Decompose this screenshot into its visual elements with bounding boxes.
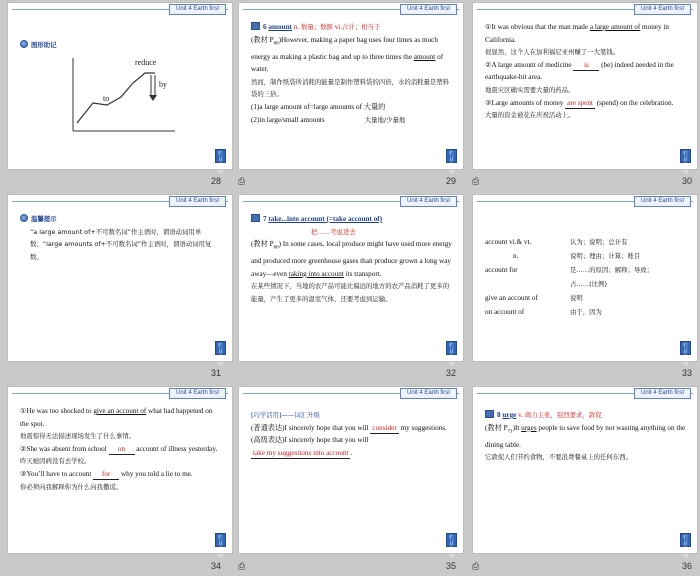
example-1-cn: 他震惊得无法描述现场发生了什么事情。 xyxy=(20,432,136,441)
plain-expression-end: my suggestions. xyxy=(398,423,447,432)
slide-marker: ⎙ xyxy=(472,176,480,186)
slide-header xyxy=(473,3,697,18)
example-end: people to save food by not wasting anything on the dining table. xyxy=(485,423,686,449)
slide-header xyxy=(473,387,697,402)
answer-blank[interactable]: are spent xyxy=(567,98,593,107)
example-3: ③You’ll have to account xyxy=(20,469,94,478)
slide-35[interactable] xyxy=(238,386,464,559)
plain-expression: (普通表达)I sincerely hope that you will xyxy=(251,423,371,432)
example-end: of water. xyxy=(251,52,444,74)
example-text: )However, making a paper bag uses four times as much energy as making a plastic bag and up to three times the xyxy=(251,35,438,61)
slide-header xyxy=(8,195,232,210)
slide-28[interactable] xyxy=(7,2,233,175)
example-3: ③Large amounts of money xyxy=(485,98,566,107)
source-ref: (教材 P xyxy=(251,35,274,44)
unit-tag: Unit 4 Earth first xyxy=(400,196,457,207)
advanced-expression: (高级表达)I sincerely hope that you will xyxy=(251,436,369,445)
nav-button[interactable]: 栏目 导引 xyxy=(215,341,226,355)
example-key: amount xyxy=(413,52,436,61)
unit-tag: Unit 4 Earth first xyxy=(634,4,691,15)
label-to: to xyxy=(103,94,110,103)
answer-blank[interactable]: consider xyxy=(372,423,397,432)
answer-blank[interactable]: is xyxy=(573,61,599,71)
example-key: taking into account xyxy=(288,269,344,278)
nav-button[interactable]: 栏目 导引 xyxy=(680,341,691,355)
meaning: 数量；数额 xyxy=(300,23,333,31)
nav-button[interactable]: 栏目 导引 xyxy=(680,533,691,547)
unit-tag: Unit 4 Earth first xyxy=(169,388,226,399)
translation: 它敦促人们节约食物，不要浪费餐桌上的任何东西。 xyxy=(485,453,632,462)
def-row: give an account of 说明 xyxy=(485,294,583,302)
example-1: ①It was obvious that the man made xyxy=(485,23,590,31)
source-page: 66 xyxy=(273,245,279,251)
section-title: 图形助记 xyxy=(31,41,57,49)
headword: urge xyxy=(502,411,517,419)
nav-button[interactable]: 栏目 导引 xyxy=(446,149,457,163)
meaning: 把……考虑进去 xyxy=(311,227,356,236)
slide-36[interactable] xyxy=(472,386,698,559)
label-by: by xyxy=(159,80,167,89)
pos: v. xyxy=(518,411,524,419)
slide-header xyxy=(239,3,463,18)
slide-31[interactable] xyxy=(7,194,233,367)
example-1-key: give an account of xyxy=(93,407,147,415)
example-3-cn: 你必须向我解释你为什么向我撒谎。 xyxy=(20,482,123,491)
source-page: 66 xyxy=(273,41,279,47)
slide-34[interactable] xyxy=(7,386,233,559)
slide-header xyxy=(239,195,463,210)
unit-tag: Unit 4 Earth first xyxy=(400,388,457,399)
page-number: 35 xyxy=(446,561,457,571)
def-row: account for 是……的原因；解释；导致； xyxy=(485,266,654,274)
advanced-expression-end: . xyxy=(350,448,353,457)
source-ref: (教材 P xyxy=(251,240,274,249)
section-title: [巧学活用]——词汇升级 xyxy=(251,411,320,419)
reduce-diagram xyxy=(63,53,183,138)
page-number: 30 xyxy=(682,176,693,186)
example-3-end: why you told a lie to me. xyxy=(119,469,193,478)
item-number: 6 xyxy=(263,23,267,31)
nav-button[interactable]: 栏目 导引 xyxy=(446,533,457,547)
slide-29[interactable] xyxy=(238,2,464,175)
memory-icon xyxy=(20,40,28,48)
nav-button[interactable]: 栏目 导引 xyxy=(215,533,226,547)
example-1-cn: 很显然，这个人在加利福尼亚州赚了一大笔钱。 xyxy=(485,48,620,57)
pos2: vi. xyxy=(334,23,343,31)
example-end: its transport. xyxy=(343,269,382,278)
example-text: ) In some cases, local produce might have used more energy and produced more greenhouse gases than produce grown a long way away—even xyxy=(251,240,452,278)
example-2: ②She was absent from school xyxy=(20,444,109,453)
meaning: 竭力主张，强烈要求，敦促 xyxy=(524,411,602,419)
slide-marker: ⎙ xyxy=(238,176,246,186)
slide-header xyxy=(473,195,697,210)
slide-33[interactable] xyxy=(472,194,698,367)
translation: 然而，制作纸袋所消耗的能量是制作塑料袋的四倍，水的消耗量是塑料袋的三倍。 xyxy=(251,77,450,99)
meaning2: 合计；相当于 xyxy=(342,23,381,31)
page-number: 28 xyxy=(211,176,222,186)
nav-button[interactable]: 栏目 导引 xyxy=(680,149,691,163)
headword: amount xyxy=(268,23,292,31)
page-number: 31 xyxy=(211,368,222,378)
def-row: account vi.& vt. 认为；说明；总计有 xyxy=(485,238,628,246)
item-number-icon xyxy=(251,214,260,222)
slide-header xyxy=(8,3,232,18)
unit-tag: Unit 4 Earth first xyxy=(169,4,226,15)
page-number: 34 xyxy=(211,561,222,571)
example-2-cn: 昨天她因病没有去学校。 xyxy=(20,457,91,466)
unit-tag: Unit 4 Earth first xyxy=(400,4,457,15)
example-1-key: a large amount of xyxy=(589,23,641,31)
page-number: 29 xyxy=(446,176,457,186)
example-3-end: (spend) on the celebration. xyxy=(594,98,674,107)
pos: n. xyxy=(293,23,300,31)
item-number-icon xyxy=(485,410,494,418)
tip-icon xyxy=(20,214,28,222)
example-text: )It xyxy=(512,423,522,432)
answer-blank[interactable]: on xyxy=(109,445,135,455)
unit-tag: Unit 4 Earth first xyxy=(634,388,691,399)
source-ref: (教材 P xyxy=(485,423,508,432)
label-reduce: reduce xyxy=(135,58,157,67)
nav-button[interactable]: 栏目 导引 xyxy=(215,149,226,163)
example-3-cn: 大量的资金被花在庆祝活动上。 xyxy=(485,111,575,120)
slide-30[interactable] xyxy=(472,2,698,175)
example-2-end: (be) indeed needed in the earthquake-hit area. xyxy=(485,60,674,82)
tip-text: “a large amount of+不可数名词”作主语时，谓语动词用单数；“large amounts of+不可数名词”作主语时，谓语动词用复数。 xyxy=(30,227,212,261)
example-1-end: what had happened on the spot. xyxy=(20,407,213,428)
nav-button[interactable]: 栏目 导引 xyxy=(446,341,457,355)
item-number: 7 xyxy=(263,215,267,223)
slide-marker: ⎙ xyxy=(238,561,246,571)
item-number: 8 xyxy=(497,411,501,419)
phrase-1: (1)a large amount of=large amounts of 大量的 xyxy=(251,103,386,111)
def-row: 占……(比例) xyxy=(570,280,607,288)
section-title: 温馨提示 xyxy=(31,215,57,223)
example-1: ①He was too shocked to xyxy=(20,407,94,415)
example-key: urges xyxy=(521,423,537,432)
page-number: 33 xyxy=(682,368,693,378)
page-number: 36 xyxy=(682,561,693,571)
item-number-icon xyxy=(251,22,260,30)
phrase-2: (2)in large/small amounts 大量地/少量地 xyxy=(251,115,406,124)
unit-tag: Unit 4 Earth first xyxy=(634,196,691,207)
slide-marker: ⎙ xyxy=(472,561,480,571)
source-page: 71 xyxy=(507,429,513,435)
translation: 在某些情况下，当地的农产品可能比偏远的地方的农产品消耗了更多的能量，产生了更多的温室气体，还要考虑到运输。 xyxy=(251,282,450,303)
def-row: on account of 由于，因为 xyxy=(485,308,602,316)
unit-tag: Unit 4 Earth first xyxy=(169,196,226,207)
answer-blank[interactable]: take my suggestions into account xyxy=(253,448,349,457)
example-2-end: account of illness yesterday. xyxy=(134,444,218,453)
headword: take...into account (=take account of) xyxy=(268,215,383,223)
def-row: n. 说明；理由；计算；账目 xyxy=(513,252,641,260)
slide-32[interactable] xyxy=(238,194,464,367)
answer-blank[interactable]: for xyxy=(93,470,119,480)
example-2: ②A large amount of medicine xyxy=(485,60,574,69)
page-number: 32 xyxy=(446,368,457,378)
slide-header xyxy=(8,387,232,402)
slide-header xyxy=(239,387,463,402)
example-2-cn: 地震灾区确实需要大量的药品。 xyxy=(485,85,575,94)
example-1-end: money in California. xyxy=(485,23,669,44)
